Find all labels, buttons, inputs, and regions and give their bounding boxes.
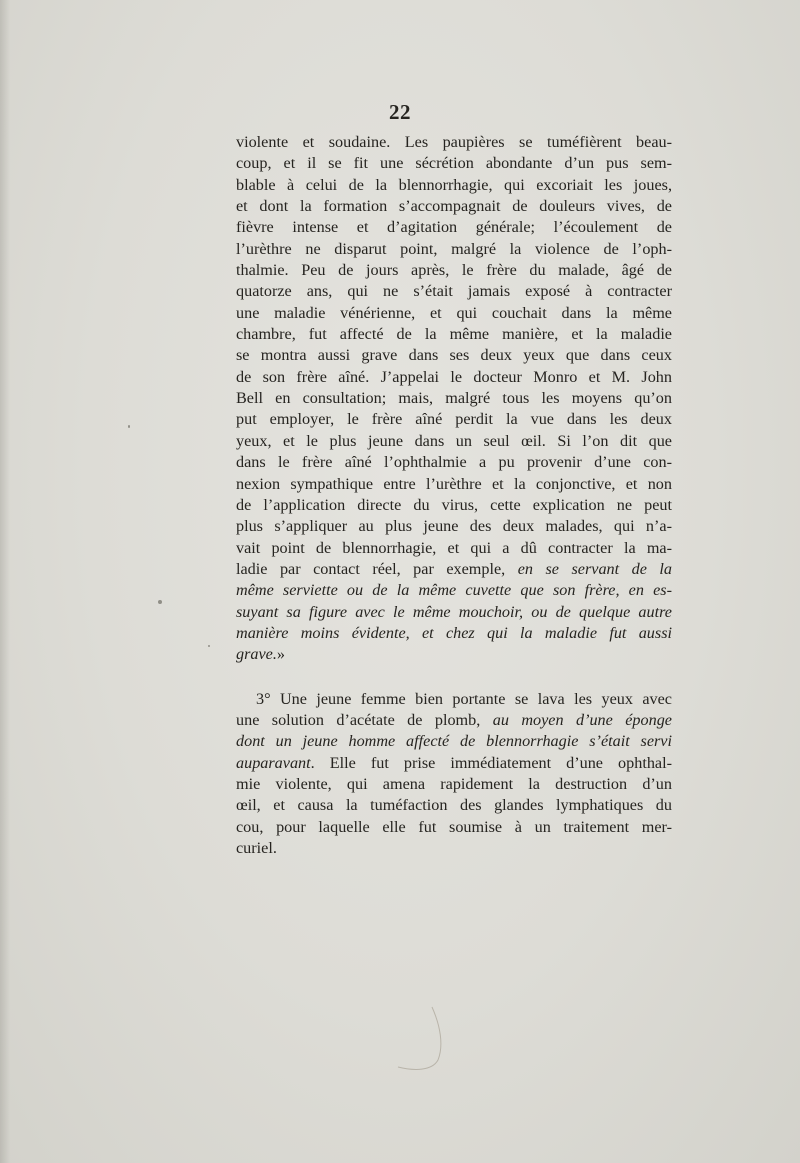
text-line <box>236 538 672 559</box>
text-segment: coup, et il se fit une sécrétion abondante d’un pus sem- <box>236 154 672 173</box>
italic-segment: en se servant de la <box>517 559 672 578</box>
text-line <box>236 132 672 153</box>
page-number: 22 <box>389 100 411 124</box>
italic-segment: grave. <box>236 645 277 664</box>
text-line <box>236 817 672 838</box>
text-line <box>236 602 672 623</box>
text-line <box>236 175 672 196</box>
text-line <box>236 153 672 174</box>
text-segment: thalmie. Peu de jours après, le frère du malade, âgé de <box>236 261 672 280</box>
text-line <box>236 474 672 495</box>
text-segment: 3° Une jeune femme bien portante se lava les yeux avec <box>256 689 672 708</box>
text-line <box>236 516 672 537</box>
text-line <box>236 753 672 774</box>
text-segment: quatorze ans, qui ne s’était jamais exposé à contracter <box>236 282 672 301</box>
italic-segment: même serviette ou de la même cuvette que son frère, en es- <box>236 581 672 600</box>
text-segment: » <box>276 645 285 664</box>
body-text <box>236 132 672 859</box>
text-line <box>236 644 672 665</box>
paper-speck <box>158 600 162 604</box>
paragraph-gap <box>236 666 672 689</box>
text-segment: l’urèthre ne disparut point, malgré la violence de l’oph- <box>236 239 672 258</box>
text-segment: et dont la formation s’accompagnait de douleurs vives, de <box>236 197 672 216</box>
italic-segment: auparavant <box>236 753 311 772</box>
text-line <box>236 409 672 430</box>
italic-segment: dont un jeune homme affecté de blennorrhagie s’était servi <box>236 732 672 751</box>
text-segment: Bell en consultation; mais, malgré tous les moyens qu’on <box>236 389 672 408</box>
italic-segment: suyant sa figure avec le même mouchoir, ou de quelque autre <box>236 602 672 621</box>
text-line <box>236 623 672 644</box>
text-segment: plus s’appliquer au plus jeune des deux malades, qui n’a- <box>236 517 672 536</box>
text-segment: violente et soudaine. Les paupières se tuméfièrent beau- <box>236 133 672 151</box>
text-line <box>236 580 672 601</box>
text-segment: de son frère aîné. J’appelai le docteur Monro et M. John <box>236 367 672 386</box>
text-line <box>236 324 672 345</box>
paper-fiber-mark <box>392 1005 452 1075</box>
text-line <box>236 388 672 409</box>
text-line <box>236 196 672 217</box>
text-line <box>236 731 672 752</box>
text-line <box>236 689 672 710</box>
text-line <box>236 452 672 473</box>
text-line <box>236 559 672 580</box>
text-segment: nexion sympathique entre l’urèthre et la conjonctive, et non <box>236 474 672 493</box>
text-segment: put employer, le frère aîné perdit la vue dans les deux <box>236 410 672 429</box>
text-segment: blable à celui de la blennorrhagie, qui excoriait les joues, <box>236 175 672 194</box>
text-line <box>236 495 672 516</box>
text-segment: chambre, fut affecté de la même manière, et la maladie <box>236 325 672 344</box>
text-segment: une solution d’acétate de plomb, <box>236 710 493 729</box>
text-segment: yeux, et le plus jeune dans un seul œil. Si l’on dit que <box>236 431 672 450</box>
text-line <box>236 838 672 859</box>
text-line <box>236 345 672 366</box>
text-segment: . Elle fut prise immédiatement d’une ophthal- <box>310 753 672 772</box>
text-segment: curiel. <box>236 839 277 857</box>
text-segment: cou, pour laquelle elle fut soumise à un traitement mer- <box>236 817 672 836</box>
paper-speck <box>128 425 130 428</box>
text-segment: se montra aussi grave dans ses deux yeux que dans ceux <box>236 346 672 365</box>
text-line <box>236 774 672 795</box>
text-segment: mie violente, qui amena rapidement la destruction d’un <box>236 774 672 793</box>
text-segment: fièvre intense et d’agitation générale; l’écoulement de <box>236 218 672 237</box>
text-line <box>236 367 672 388</box>
text-line <box>236 431 672 452</box>
italic-segment: manière moins évidente, et chez qui la maladie fut aussi <box>236 623 672 642</box>
text-line <box>236 217 672 238</box>
text-segment: œil, et causa la tuméfaction des glandes lymphatiques du <box>236 796 672 815</box>
text-line <box>236 710 672 731</box>
text-segment: de l’application directe du virus, cette explication ne peut <box>236 495 672 514</box>
text-segment: dans le frère aîné l’ophthalmie a pu provenir d’une con- <box>236 453 672 472</box>
page-edge-shadow <box>0 0 10 1163</box>
text-segment: vait point de blennorrhagie, et qui a dû contracter la ma- <box>236 538 672 557</box>
text-line <box>236 303 672 324</box>
text-line <box>236 239 672 260</box>
text-segment: ladie par contact réel, par exemple, <box>236 559 518 578</box>
paper-speck <box>208 645 210 647</box>
text-line <box>236 281 672 302</box>
italic-segment: au moyen d’une éponge <box>492 710 672 729</box>
text-line <box>236 260 672 281</box>
text-segment: une maladie vénérienne, et qui couchait dans la même <box>236 303 672 322</box>
text-line <box>236 795 672 816</box>
